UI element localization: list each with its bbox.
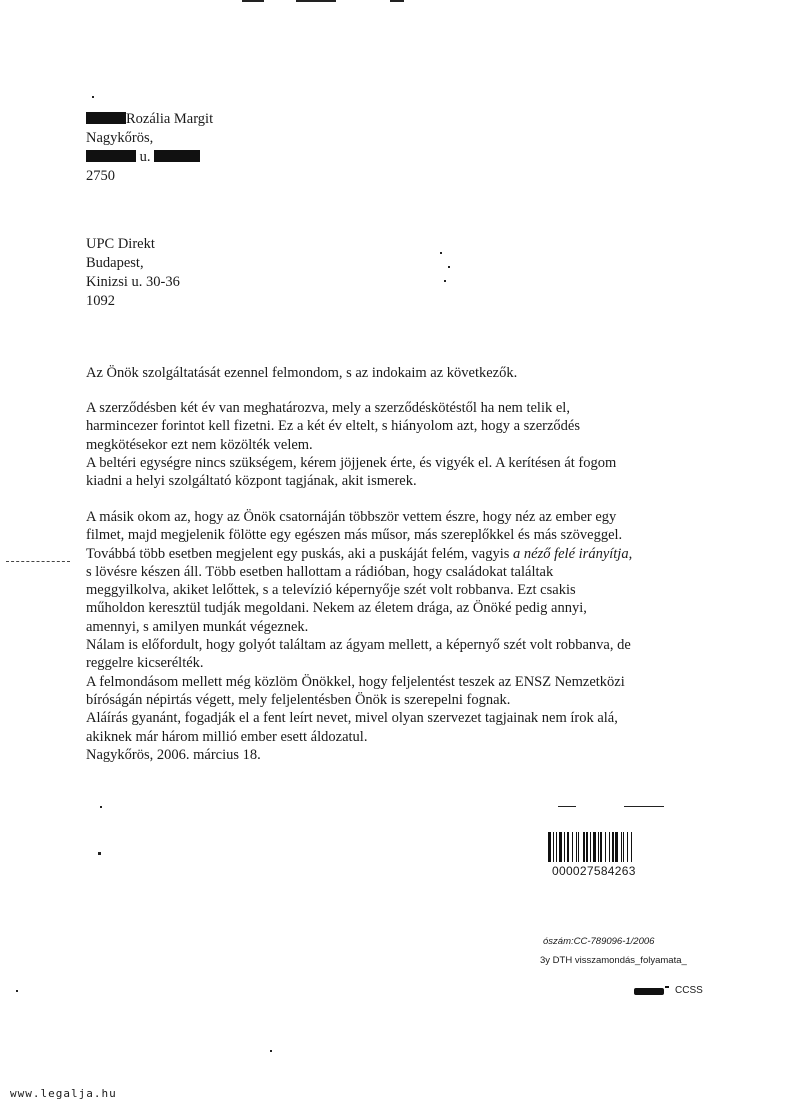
scan-artifact	[98, 852, 101, 855]
barcode-bar	[567, 832, 569, 862]
scan-artifact	[270, 1050, 272, 1052]
scan-artifact	[624, 806, 664, 807]
recipient-street: Kinizsi u. 30-36	[86, 274, 180, 290]
margin-dash-mark	[6, 561, 70, 562]
barcode-bar	[615, 832, 618, 862]
scan-artifact	[444, 280, 446, 282]
barcode-bar	[572, 832, 573, 862]
body-line-italic: a néző felé irányítja,	[513, 545, 633, 562]
sender-street-line	[86, 148, 213, 167]
body-line: megkötésekor ezt nem közölték velem.	[86, 436, 313, 453]
barcode-bar	[576, 832, 577, 862]
sender-name: Rozália Margit	[126, 111, 214, 127]
barcode-bar	[605, 832, 606, 862]
body-line: A beltéri egységre nincs szükségem, kérem jöjjenek érte, és vigyék el. A kerítésen át fogom	[86, 454, 617, 471]
body-line: bíróságán népirtás végett, mely feljelentésben Önök is szerepelni fognak.	[86, 691, 511, 708]
redacted-house-number	[154, 150, 200, 162]
paragraph-complaints	[86, 508, 726, 764]
body-line: reggelre kicserélték.	[86, 655, 204, 672]
body-line: meggyilkolva, akiket lelőttek, s a televízió képernyője szét volt robbanva. Ezt csakis	[86, 582, 576, 599]
scan-artifact	[390, 0, 404, 2]
scan-artifact	[296, 0, 336, 2]
barcode-bar	[627, 832, 628, 862]
scan-artifact	[16, 990, 18, 992]
scan-artifact	[242, 0, 264, 2]
barcode-bar	[612, 832, 614, 862]
recipient-company: UPC Direkt	[86, 236, 155, 252]
barcode-bar	[600, 832, 602, 862]
process-stamp: 3y DTH visszamondás_folyamata_	[540, 955, 687, 966]
body-line: filmet, majd megjelenik fölötte egy egészen más műsor, más szereplőkkel és más szöveggel.	[86, 527, 623, 544]
body-line: akiknek már három millió ember esett áldozatul.	[86, 728, 368, 745]
body-line: s lövésre készen áll. Több esetben hallottam a rádióban, hogy családokat találtak	[86, 563, 554, 580]
barcode-bar	[583, 832, 585, 862]
recipient-address	[86, 235, 180, 311]
scan-artifact	[440, 252, 442, 254]
barcode-bar	[621, 832, 622, 862]
barcode-bar	[559, 832, 562, 862]
sender-city: Nagykőrös,	[86, 130, 154, 146]
barcode-bar	[593, 832, 596, 862]
logo-label: CCSS	[675, 985, 703, 996]
body-line: amennyi, s amilyen munkát végeznek.	[86, 618, 309, 635]
body-line: harmincezer forintot kell fizetni. Ez a két év eltelt, s hiányolom azt, hogy a szerződés	[86, 418, 581, 435]
body-line-text: Továbbá több esetben megjelent egy puskás, aki a puskáját felém, vagyis	[86, 545, 510, 562]
company-logo	[634, 985, 670, 1000]
recipient-zip: 1092	[86, 293, 115, 309]
body-line-mixed	[86, 545, 726, 563]
barcode-bar	[553, 832, 554, 862]
body-line: műholdon keresztül tudják megoldani. Nekem az életem drága, az Önöké pedig annyi,	[86, 600, 587, 617]
intro-line: Az Önök szolgáltatását ezennel felmondom, s az indokaim az következők.	[86, 365, 518, 381]
barcode-bar	[609, 832, 610, 862]
barcode-bar	[598, 832, 599, 862]
redacted-street	[86, 150, 136, 162]
redacted-surname	[86, 112, 126, 124]
scan-artifact	[100, 806, 102, 808]
body-line: Aláírás gyanánt, fogadják el a fent leírt nevet, mivel olyan szervezet tagjainak nem írok alá,	[86, 710, 618, 727]
barcode-bar	[556, 832, 557, 862]
sender-address	[86, 110, 213, 186]
reference-stamp: ószám:CC-789096-1/2006	[543, 936, 655, 947]
barcode-bar	[631, 832, 632, 862]
recipient-city: Budapest,	[86, 255, 144, 271]
barcode-bar	[548, 832, 551, 862]
body-line: A másik okom az, hogy az Önök csatornáján többször vettem észre, hogy néz az ember egy	[86, 509, 617, 525]
barcode-bar	[564, 832, 565, 862]
intro-paragraph	[86, 364, 726, 382]
body-line: A szerződésben két év van meghatározva, mely a szerződéskötéstől ha nem telik el,	[86, 400, 570, 416]
barcode-bar	[578, 832, 579, 862]
barcode	[548, 832, 710, 862]
body-line: A felmondásom mellett még közlöm Önökkel, hogy feljelentést teszek az ENSZ Nemzetközi	[86, 673, 625, 690]
barcode-bar	[586, 832, 588, 862]
scan-artifact	[448, 266, 450, 268]
barcode-bar	[623, 832, 624, 862]
barcode-number: 000027584263	[552, 864, 636, 878]
source-watermark: www.legalja.hu	[10, 1087, 117, 1100]
paragraph-contract	[86, 399, 726, 490]
sender-name-line	[86, 110, 213, 129]
body-line: kiadni a helyi szolgáltató központ tagjának, akit ismerek.	[86, 473, 417, 490]
sender-zip: 2750	[86, 168, 115, 184]
logo-mark-icon	[634, 985, 670, 997]
scan-artifact	[558, 806, 576, 807]
body-line: Nálam is előfordult, hogy golyót találtam az ágyam mellett, a képernyő szét volt robbanva, de	[86, 637, 631, 654]
scan-artifact	[92, 96, 94, 98]
sender-street-suffix: u.	[139, 149, 151, 165]
closing-date: Nagykőrös, 2006. március 18.	[86, 746, 261, 763]
barcode-bar	[590, 832, 591, 862]
